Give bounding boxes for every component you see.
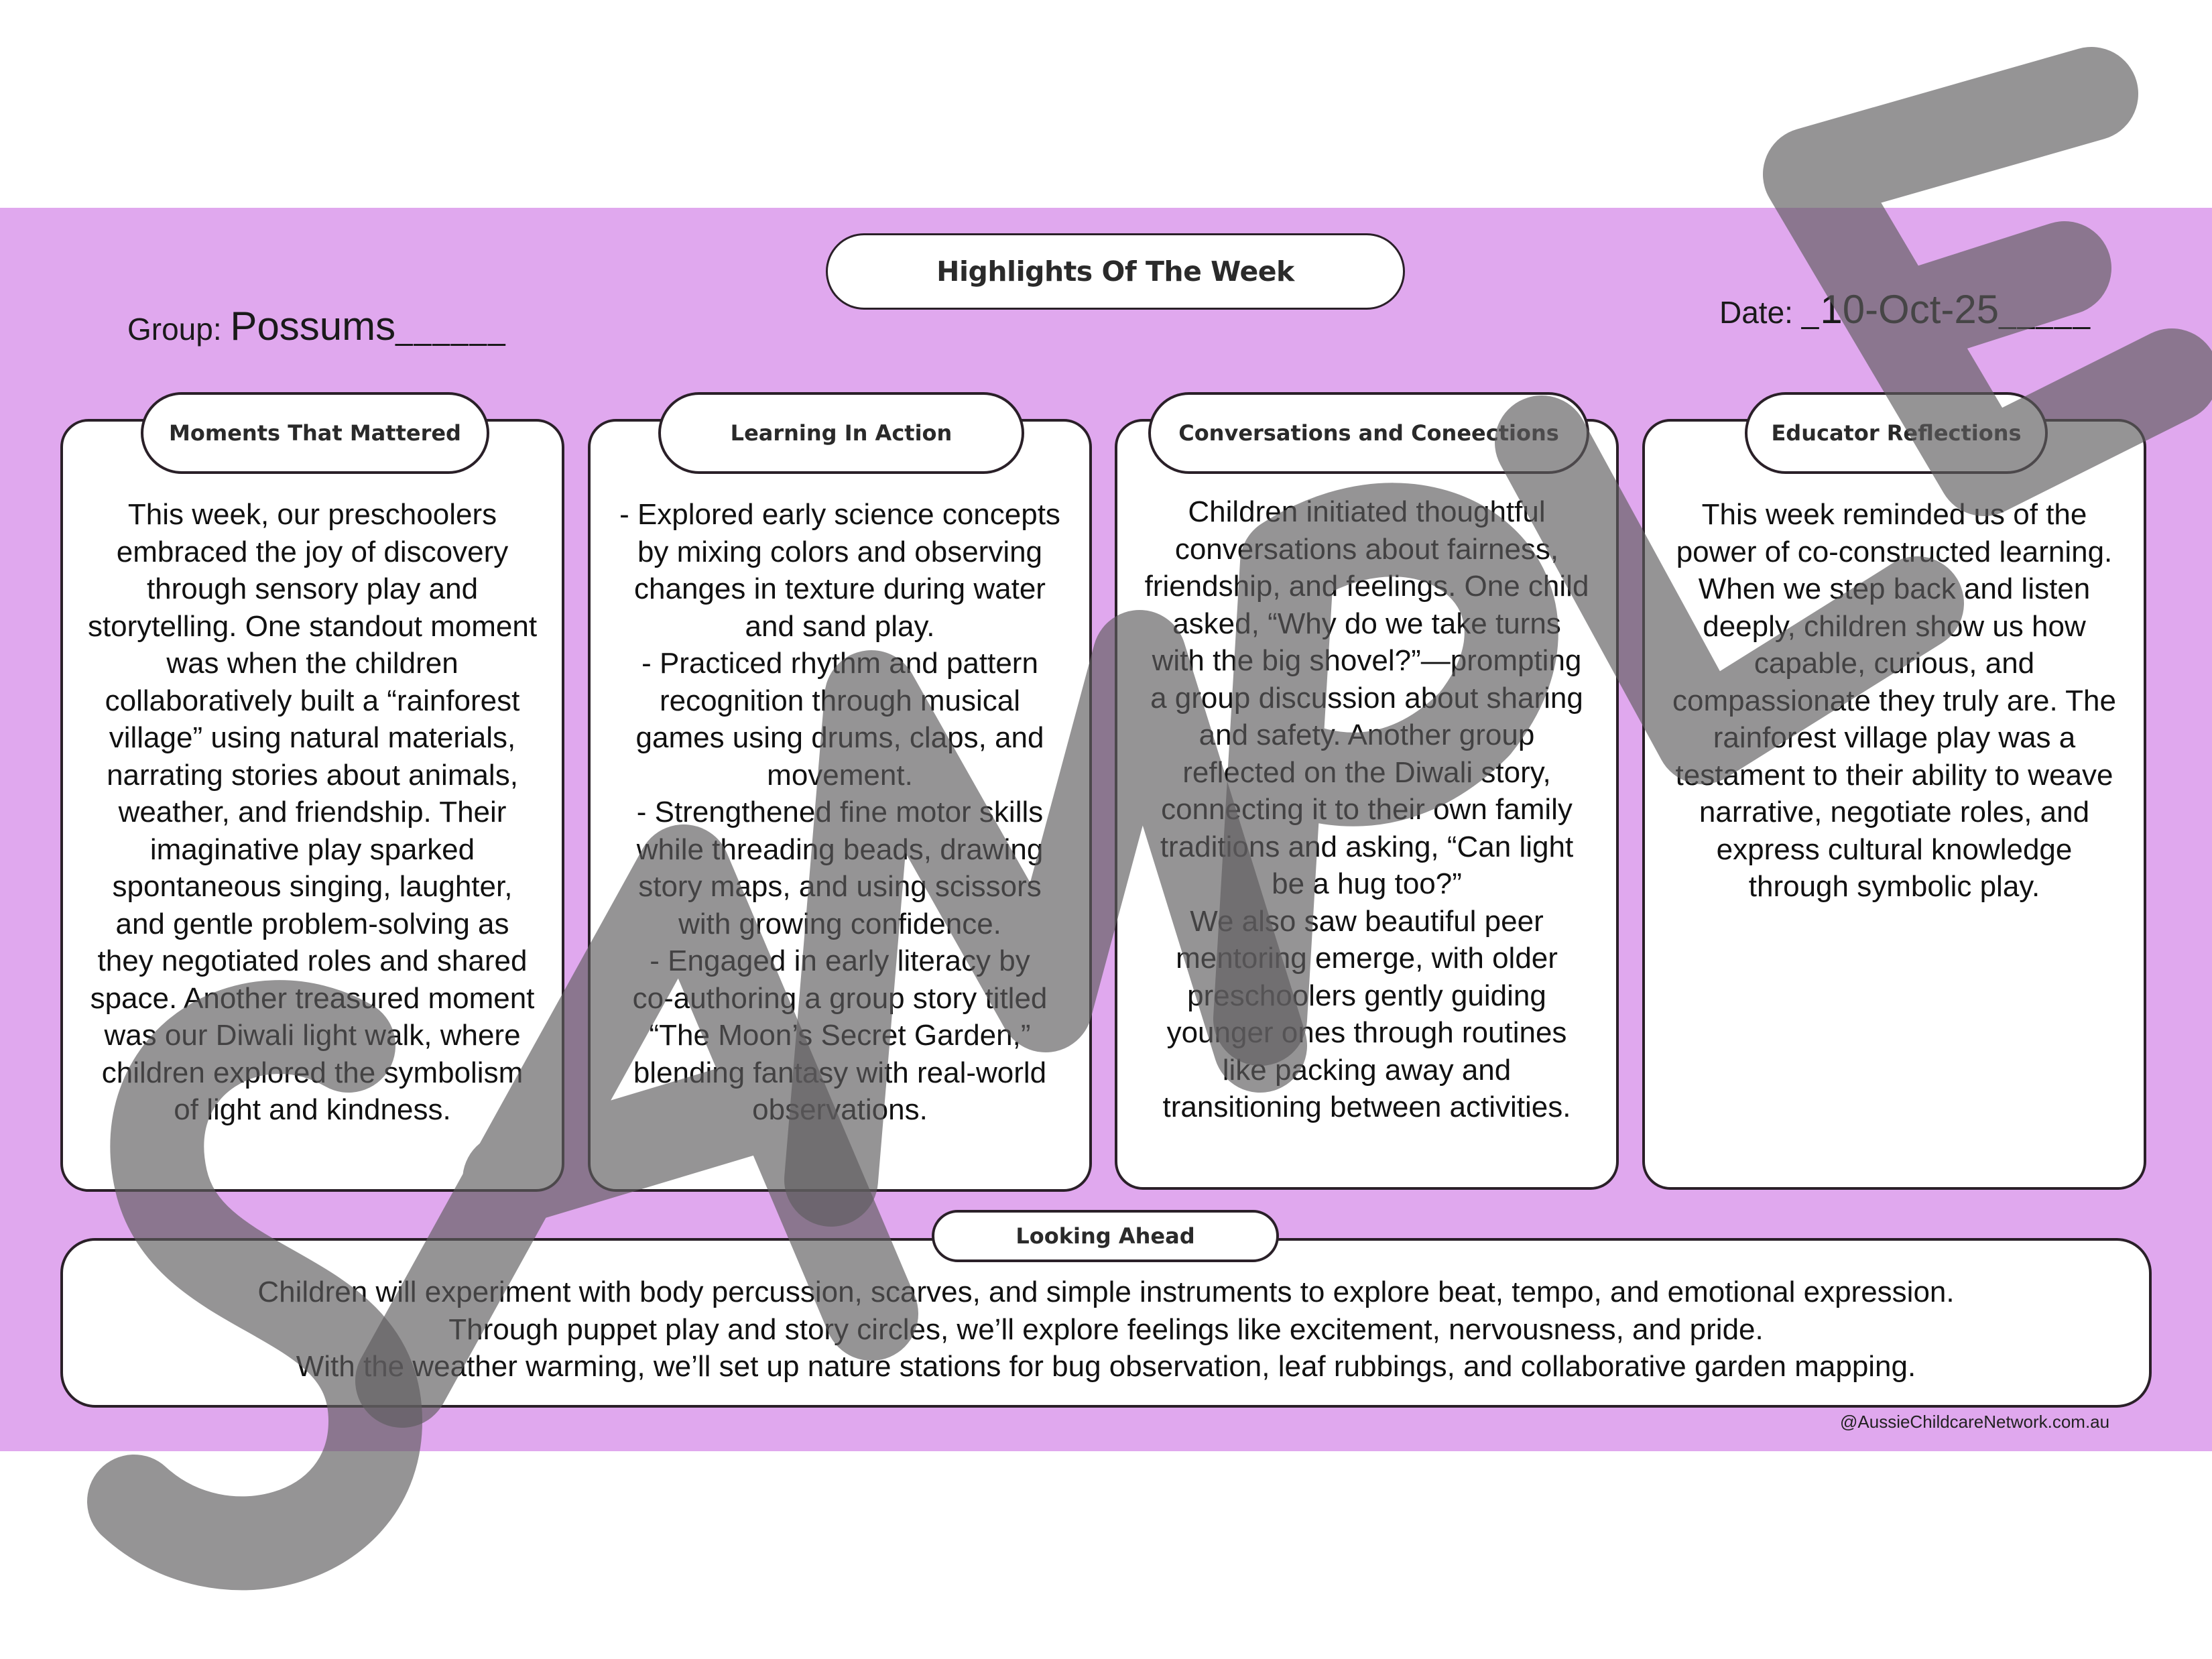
page-title: Highlights Of The Week	[826, 233, 1405, 310]
looking-ahead-title: Looking Ahead	[932, 1210, 1279, 1262]
card-body-learning: - Explored early science concepts by mixing colors and observing changes in texture during water and sand play. - Practiced rhythm and pattern recognition through musical games using drums, claps, and movement. - Strengthened fine motor skills while threading beads, drawing story maps, and using scissors with growing confidence. - Engaged in early literacy by co-authoring a group story titled “The Moon’s Secret Garden,” blending fantasy with real-world observations.	[619, 498, 1060, 1126]
card-body-reflections: This week reminded us of the power of co-constructed learning. When we step back and listen deeply, children show us how capable, curious, and compassionate they truly are. The rainforest village play was a testament to their ability to weave narrative, negotiate roles, and express cultural knowledge through symbolic play.	[1672, 498, 2116, 903]
card-body-moments: This week, our preschoolers embraced the joy of discovery through sensory play and storytelling. One standout moment was when the children collaboratively built a “rainforest village” using natural materials, narrating stories about animals, weather, and friendship. Their imaginative play sparked spontaneous singing, laughter, and gentle problem-solving as they negotiated roles and shared space. Another treasured moment was our Diwali light walk, where children explored the symbolism of light and kindness.	[87, 498, 538, 1126]
date-underline: _____	[1999, 295, 2092, 330]
date-field	[1719, 286, 2091, 332]
date-value: 10-Oct-25	[1820, 287, 2000, 332]
group-label: Group:	[127, 312, 222, 347]
card-title-reflections: Educator Reflections	[1745, 392, 2048, 474]
group-value: Possums	[230, 304, 396, 349]
date-underline-lead: _	[1801, 295, 1821, 330]
looking-ahead-body: Children will experiment with body percussion, scarves, and simple instruments to explore beat, tempo, and emotional expression. Through puppet play and story circles, we’ll explore feelings like excitement, nervousness, and pride. With the weather warming, we’ll set up nature stations for bug observation, leaf rubbings, and collaborative garden mapping.	[257, 1276, 1955, 1383]
group-underline: ______	[395, 312, 507, 347]
card-body-conversations: Children initiated thoughtful conversations about fairness, friendship, and feelings. One child asked, “Why do we take turns with the big shovel?”—prompting a group discussion about sharing and safety. Another group reflected on the Diwali story, connecting it to their own family traditions and asking, “Can light be a hug too?” We also saw beautiful peer mentoring emerge, with older preschoolers gently guiding younger ones through routines like packing away and transitioning between activities.	[1144, 495, 1589, 1123]
group-field	[127, 303, 507, 349]
credit-text: @AussieChildcareNetwork.com.au	[1840, 1412, 2110, 1432]
card-title-conversations: Conversations and Coneections	[1148, 392, 1589, 474]
card-title-learning: Learning In Action	[658, 392, 1024, 474]
card-title-moments: Moments That Mattered	[141, 392, 489, 474]
date-label: Date:	[1719, 295, 1793, 330]
